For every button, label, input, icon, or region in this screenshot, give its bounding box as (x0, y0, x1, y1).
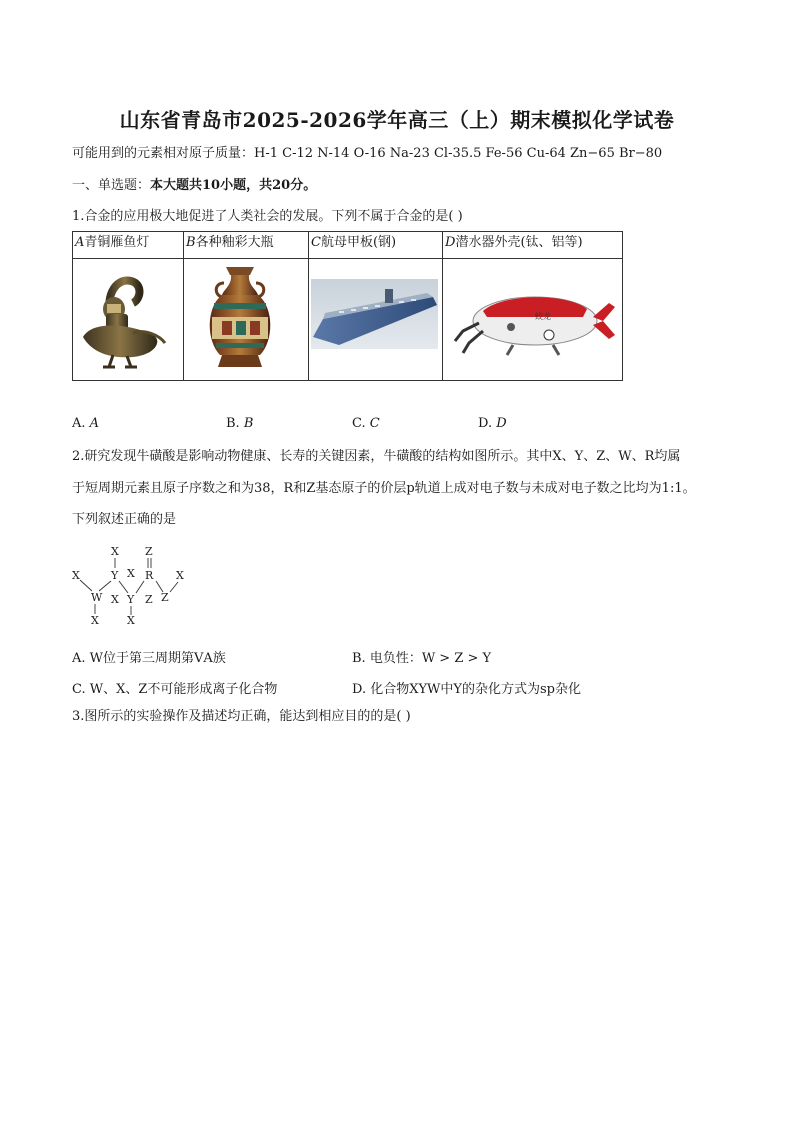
atom-z-right: Z (161, 591, 169, 604)
atom-z-top: Z (145, 545, 153, 558)
carrier-deck-image (309, 259, 443, 381)
q2-option-a[interactable]: A. W位于第三周期第ⅤA族 (72, 651, 226, 666)
atom-x-mid: X (127, 567, 135, 580)
section-header (72, 176, 316, 196)
section-label: 一、单选题： (72, 178, 151, 193)
atom-w: W (91, 591, 103, 604)
atom-x-bottom-w: X (91, 614, 99, 627)
q2-option-b[interactable]: B. 电负性：W > Z > Y (352, 651, 492, 666)
q1-cell-b: B各种釉彩大瓶 (184, 232, 309, 259)
q1-option-d[interactable]: D. D (478, 416, 507, 431)
atom-y-upper: Y (111, 569, 119, 582)
atom-x-left: X (72, 569, 80, 582)
q1-option-a[interactable]: A. A (72, 416, 100, 431)
q1-table (72, 231, 623, 381)
page-title: 山东省青岛市2025-2026学年高三（上）期末模拟化学试卷 (119, 108, 675, 132)
section-desc: 本大题共10小题，共20分。 (150, 178, 317, 193)
taurine-structure-diagram (66, 543, 196, 631)
atom-x-right: X (176, 569, 184, 582)
q2-stem-line2: 于短周期元素且原子序数之和为38，R和Z基态原子的价层p轨道上成对电子数与未成对电子数之比均为1:1。 (72, 481, 696, 496)
q1-option-b[interactable]: B. B (226, 416, 254, 431)
atom-z-lower: Z (145, 593, 153, 606)
glazed-vase-image (184, 259, 309, 381)
q1-cell-d: D潜水器外壳(钛、铝等) (443, 232, 623, 259)
atom-x-below-y: X (111, 593, 119, 606)
q1-cell-a: A青铜雁鱼灯 (73, 232, 184, 259)
atomic-masses: 可能用到的元素相对原子质量：H-1 C-12 N-14 O-16 Na-23 Cl-35.5 Fe-56 Cu-64 Zn−65 Br−80 (72, 146, 663, 161)
q3-stem: 3.图所示的实验操作及描述均正确，能达到相应目的的是( ) (72, 709, 411, 724)
atom-y-lower: Y (127, 593, 135, 606)
atom-x-top: X (111, 545, 119, 558)
atom-r: R (145, 569, 154, 582)
q1-cell-c: C航母甲板(钢) (309, 232, 443, 259)
bronze-lamp-image (73, 259, 184, 381)
q2-stem-line3: 下列叙述正确的是 (72, 512, 177, 527)
submarine-label: 蛟龙 (535, 312, 551, 321)
q1-stem: 1.合金的应用极大地促进了人类社会的发展。下列不属于合金的是( ) (72, 209, 463, 224)
atom-x-bottom-y: X (127, 614, 135, 627)
q2-stem-line1: 2.研究发现牛磺酸是影响动物健康、长寿的关键因素，牛磺酸的结构如图所示。其中X、Y、Z、W、R均属 (72, 449, 681, 464)
q1-option-c[interactable]: C. C (352, 416, 380, 431)
q2-option-d[interactable]: D. 化合物XYW中Y的杂化方式为sp杂化 (352, 682, 581, 697)
submarine-image (443, 259, 623, 381)
q2-option-c[interactable]: C. W、X、Z不可能形成离子化合物 (72, 682, 278, 697)
